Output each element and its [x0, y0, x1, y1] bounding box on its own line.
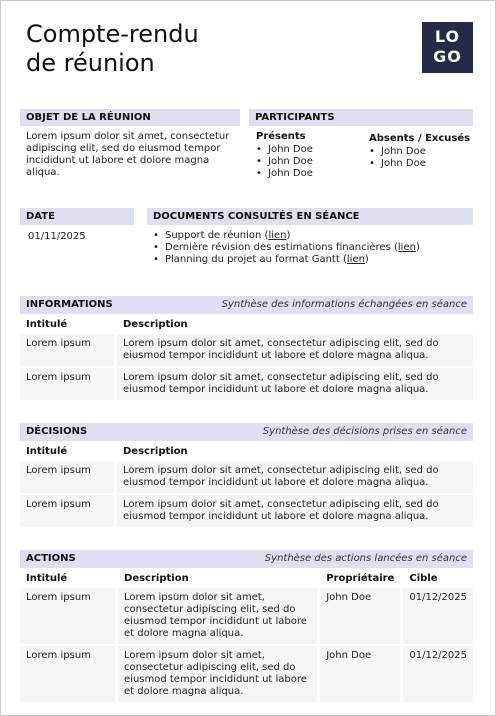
actions-title: ACTIONS [26, 553, 76, 564]
date-header: DATE [20, 208, 134, 225]
informations-title: INFORMATIONS [26, 299, 113, 310]
absents-item: • John Doe [369, 146, 426, 158]
table-row [20, 368, 473, 400]
decisions-header [20, 423, 473, 441]
decisions-title: DÉCISIONS [26, 426, 88, 437]
document-label: Planning du projet au format Gantt [165, 254, 340, 265]
document-item: • Dernière révision des estimations financières (lien) [153, 242, 420, 254]
table-header-row [20, 443, 473, 459]
intitule-cell: Lorem ipsum [20, 334, 114, 366]
description-cell: Lorem ipsum dolor sit amet, consectetur adipiscing elit, sed do eiusmod tempor incididunt ut labore et dolore magna aliqua. [114, 334, 473, 366]
informations-table [20, 314, 473, 402]
intitule-cell: Lorem ipsum [20, 588, 115, 644]
document-item: • Planning du projet au format Gantt (lien) [153, 254, 420, 266]
informations-subtitle: Synthèse des informations échangées en séance [221, 299, 467, 310]
page-title [26, 20, 286, 78]
absents-label: Absents / Excusés [369, 133, 471, 144]
table-row [20, 495, 473, 527]
document-item: • Support de réunion (lien) [153, 230, 420, 242]
decisions-subtitle: Synthèse des décisions prises en séance [262, 426, 467, 437]
column-header: Cible [400, 570, 473, 586]
actions-header [20, 550, 473, 568]
column-header: Description [114, 316, 473, 332]
column-header: Description [115, 570, 317, 586]
table-row [20, 588, 473, 644]
documents-header: DOCUMENTS CONSULTÉS EN SÉANCE [147, 208, 473, 225]
table-row [20, 646, 473, 702]
absents-list [369, 146, 426, 170]
date-value: 01/11/2025 [28, 231, 86, 242]
description-cell: Lorem ipsum dolor sit amet, consectetur adipiscing elit, sed do eiusmod tempor incididunt ut labore et dolore magna aliqua. [114, 368, 473, 400]
presents-item: • John Doe [256, 168, 313, 180]
presents-label: Présents [256, 131, 306, 142]
logo [422, 22, 473, 73]
intitule-cell: Lorem ipsum [20, 368, 114, 400]
title-line-1: Compte-rendu [26, 20, 199, 48]
table-header-row [20, 570, 473, 586]
proprietaire-cell: John Doe [317, 646, 400, 702]
description-cell: Lorem ipsum dolor sit amet, consectetur adipiscing elit, sed do eiusmod tempor incididunt ut labore et dolore magna aliqua. [115, 646, 317, 702]
cible-cell: 01/12/2025 [400, 588, 473, 644]
column-header: Intitulé [26, 572, 68, 584]
description-cell: Lorem ipsum dolor sit amet, consectetur adipiscing elit, sed do eiusmod tempor incididunt ut labore et dolore magna aliqua. [114, 495, 473, 527]
decisions-table [20, 441, 473, 529]
logo-line-2: GO [433, 47, 462, 66]
column-header: Propriétaire [317, 570, 400, 586]
document-link[interactable]: lien [268, 230, 287, 241]
document-link[interactable]: lien [397, 242, 416, 253]
actions-subtitle: Synthèse des actions lancées en séance [264, 553, 467, 564]
presents-item: • John Doe [256, 156, 313, 168]
cible-cell: 01/12/2025 [400, 646, 473, 702]
column-header: Intitulé [26, 445, 68, 457]
document-label: Dernière révision des estimations financières [165, 242, 391, 253]
presents-list [256, 144, 313, 180]
document-link[interactable]: lien [346, 254, 365, 265]
participants-header: PARTICIPANTS [249, 109, 473, 126]
objet-text: Lorem ipsum dolor sit amet, consectetur adipiscing elit, sed do eiusmod tempor incididunt ut labore et dolore magna aliqua. [26, 131, 230, 178]
document-label: Support de réunion [165, 230, 262, 241]
informations-header [20, 296, 473, 314]
proprietaire-cell: John Doe [317, 588, 400, 644]
column-header: Description [114, 443, 473, 459]
table-header-row [20, 316, 473, 332]
absents-item: • John Doe [369, 158, 426, 170]
description-cell: Lorem ipsum dolor sit amet, consectetur adipiscing elit, sed do eiusmod tempor incididunt ut labore et dolore magna aliqua. [115, 588, 317, 644]
column-header: Intitulé [26, 318, 68, 330]
documents-list [153, 230, 420, 266]
objet-header: OBJET DE LA RÉUNION [20, 109, 240, 126]
description-cell: Lorem ipsum dolor sit amet, consectetur adipiscing elit, sed do eiusmod tempor incididunt ut labore et dolore magna aliqua. [114, 461, 473, 493]
actions-table [20, 568, 473, 704]
intitule-cell: Lorem ipsum [20, 495, 114, 527]
intitule-cell: Lorem ipsum [20, 461, 114, 493]
presents-item: • John Doe [256, 144, 313, 156]
table-row [20, 461, 473, 493]
title-line-2: de réunion [26, 49, 155, 77]
table-row [20, 334, 473, 366]
logo-line-1: LO [434, 27, 461, 46]
intitule-cell: Lorem ipsum [20, 646, 115, 702]
